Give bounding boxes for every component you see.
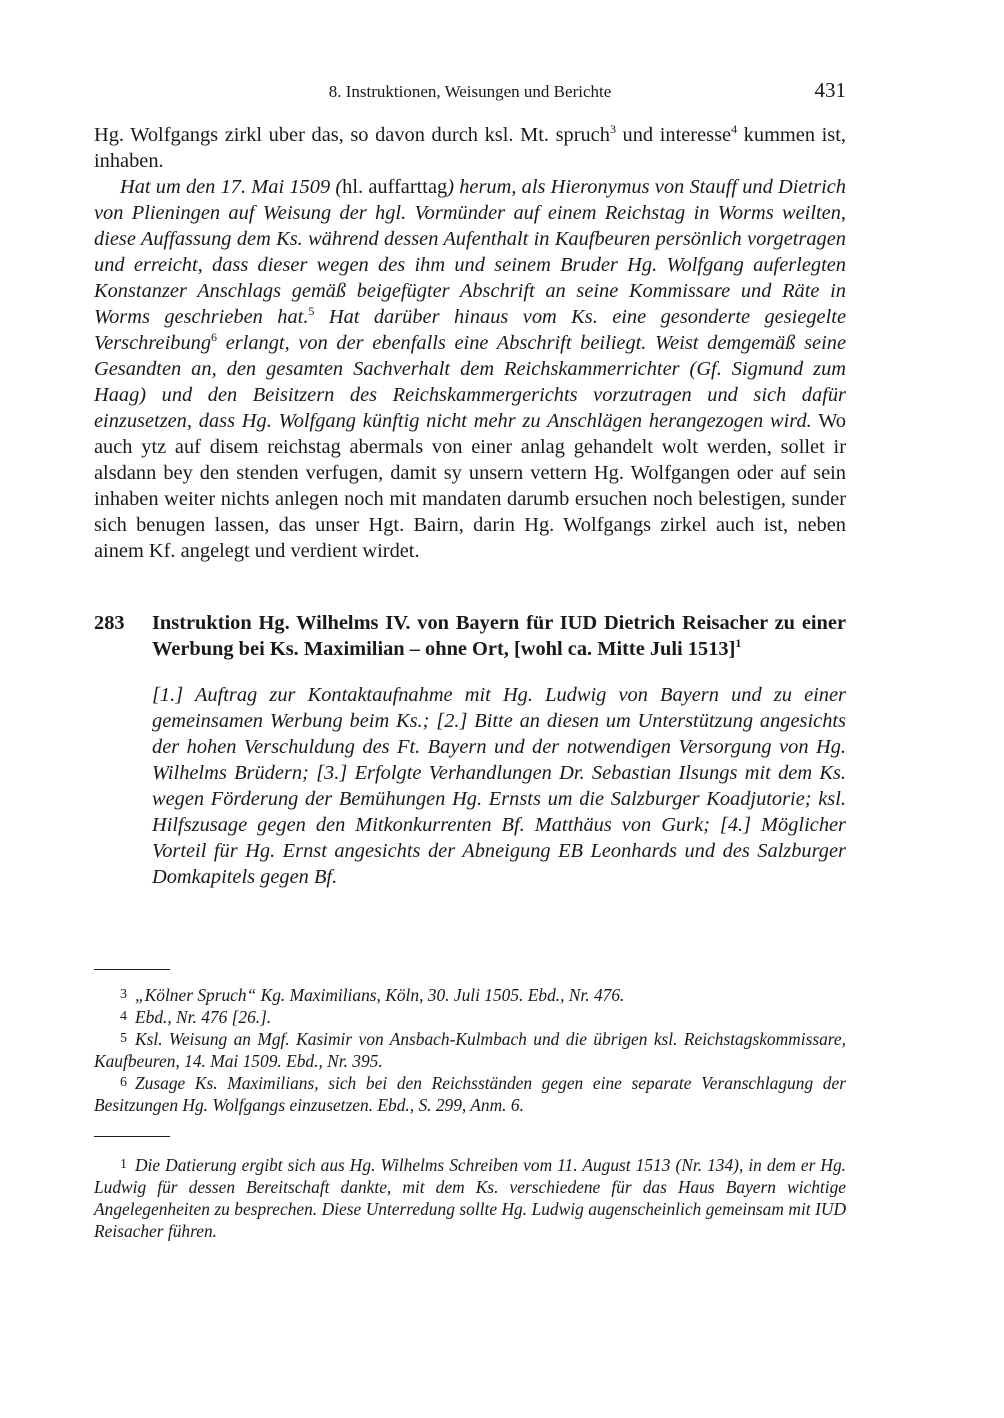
running-head-title: 8. Instruktionen, Weisungen und Berichte xyxy=(328,82,612,101)
italic-run: erlangt, von der ebenfalls eine Abschrift beiliegt. Weist demgemäß seine Gesandten an, den gesamten Sachverhalt dem Reichskammerrichter (Gf. Sigmund zum Haag) und den Beisitzern des Reichskammergerichts vorzutragen und sich dafür einzusetzen, dass Hg. Wolfgang künftig nicht mehr zu Anschlägen herangezogen wird. xyxy=(94,332,846,432)
footnote-divider xyxy=(94,1136,170,1137)
footnote-text: Ebd., Nr. 476 [26.]. xyxy=(135,1007,272,1027)
footnote-divider xyxy=(94,969,170,970)
italic-run: ) herum, als Hieronymus von Stauff und Dietrich von Plieningen auf Weisung der hgl. Vormünder auf einem Reichstag in Worms weilten, diese Auffassung dem Ks. während dessen Aufenthalt in Kaufbeuren persönlich vorgetragen und erreicht, dass dieser wegen des ihm und seinem Bruder Hg. Wolfgang auferlegten Konstanzer Anschlags gemäß beigefügter Abschrift an seine Kommissare und Räte in Worms geschrieben hat. xyxy=(94,176,846,328)
page-content xyxy=(94,78,846,890)
text-run: Hg. Wolfgangs zirkl uber das, so davon durch ksl. Mt. spruch xyxy=(94,124,610,146)
page-number: 431 xyxy=(814,78,846,102)
footnote-mark: 4 xyxy=(120,1009,127,1024)
document-footnotes-section xyxy=(94,1136,846,1242)
footnote-mark: 5 xyxy=(120,1031,127,1046)
footnote-mark: 1 xyxy=(120,1157,127,1172)
main-text xyxy=(94,122,846,564)
document-regest: [1.] Auftrag zur Kontaktaufnahme mit Hg. Ludwig von Bayern und zu einer gemeinsamen Werbung beim Ks.; [2.] Bitte an diesen um Unterstützung angesichts der hohen Verschuldung des Ft. Bayern und der notwendigen Versorgung von Hg. Wilhelms Brüdern; [3.] Erfolgte Verhandlungen Dr. Sebastian Ilsungs mit dem Ks. wegen Förderung der Bemühungen Hg. Ernsts um die Salzburger Koadjutorie; ksl. Hilfszusage gegen den Mitkonkurrenten Bf. Matthäus von Gurk; [4.] Möglicher Vorteil für Hg. Ernst angesichts der Abneigung EB Leonhards und des Salzburger Domkapitels gegen Bf. xyxy=(152,684,846,888)
footnote-text: „Kölner Spruch“ Kg. Maximilians, Köln, 30. Juli 1505. Ebd., Nr. 476. xyxy=(135,985,625,1005)
footnote-ref: 5 xyxy=(308,304,315,318)
document-number: 283 xyxy=(94,612,125,634)
paragraph-continuation xyxy=(94,122,846,174)
italic-run: Hat darüber hinaus vom Ks. eine gesonderte gesiegelte Verschreibung xyxy=(94,306,846,354)
text-run: kummen ist, inhaben. xyxy=(94,124,847,172)
footnote-ref: 6 xyxy=(211,330,218,344)
quoted-source-run: hl. auffarttag xyxy=(342,176,448,198)
italic-run: Hat um den 17. Mai 1509 ( xyxy=(120,176,343,198)
text-run: und interesse xyxy=(615,124,732,146)
footnote-6 xyxy=(94,1072,846,1116)
paragraph-summary xyxy=(94,174,846,564)
quoted-source-run: Wo auch ytz auf disem reichstag abermals von einer anlag gehandelt wolt werden, sollet ir alsdann bey den stenden verfugen, damit sy unsern vettern Hg. Wolfgangen oder auf sein inhaben weiter nichts anlegen noch mit mandaten darumb ersuchen noch belestigen, sunder sich benugen lassen, das unser Hgt. Bairn, darin Hg. Wolfgangs zirkel auch ist, neben ainem Kf. angelegt und verdient wirdet. xyxy=(94,410,846,562)
footnote-ref: 4 xyxy=(731,122,738,136)
running-head xyxy=(94,78,846,108)
footnote-1 xyxy=(94,1154,846,1242)
footnote-mark: 3 xyxy=(120,987,127,1002)
document-title xyxy=(152,610,846,662)
footnote-text: Die Datierung ergibt sich aus Hg. Wilhelms Schreiben vom 11. August 1513 (Nr. 134), in dem er Hg. Ludwig für dessen Bereitschaft dankte, mit dem Ks. verschiedene für das Haus Bayern wichtige Angelegenheiten zu besprechen. Diese Unterredung sollte Hg. Ludwig augenscheinlich gemeinsam mit IUD Reisacher führen. xyxy=(94,1155,846,1241)
footnote-text: Zusage Ks. Maximilians, sich bei den Reichsständen gegen eine separate Veranschlagung der Besitzungen Hg. Wolfgangs einzusetzen. Ebd., S. 299, Anm. 6. xyxy=(94,1073,846,1115)
footnote-text: Ksl. Weisung an Mgf. Kasimir von Ansbach-Kulmbach und die übrigen ksl. Reichstagskommissare, Kaufbeuren, 14. Mai 1509. Ebd., Nr. 395. xyxy=(94,1029,846,1071)
footnote-mark: 6 xyxy=(120,1075,127,1090)
footnote-3 xyxy=(94,984,846,1006)
footnote-4 xyxy=(94,1006,846,1028)
document-title-text: Instruktion Hg. Wilhelms IV. von Bayern für IUD Dietrich Reisacher zu einer Werbung bei Ks. Maximilian – ohne Ort, [wohl ca. Mitte Juli 1513] xyxy=(152,612,846,660)
footnotes-section xyxy=(94,969,846,1116)
footnote-5 xyxy=(94,1028,846,1072)
footnote-ref: 1 xyxy=(735,636,742,650)
footnote-ref: 3 xyxy=(609,122,616,136)
document-heading xyxy=(94,610,846,662)
